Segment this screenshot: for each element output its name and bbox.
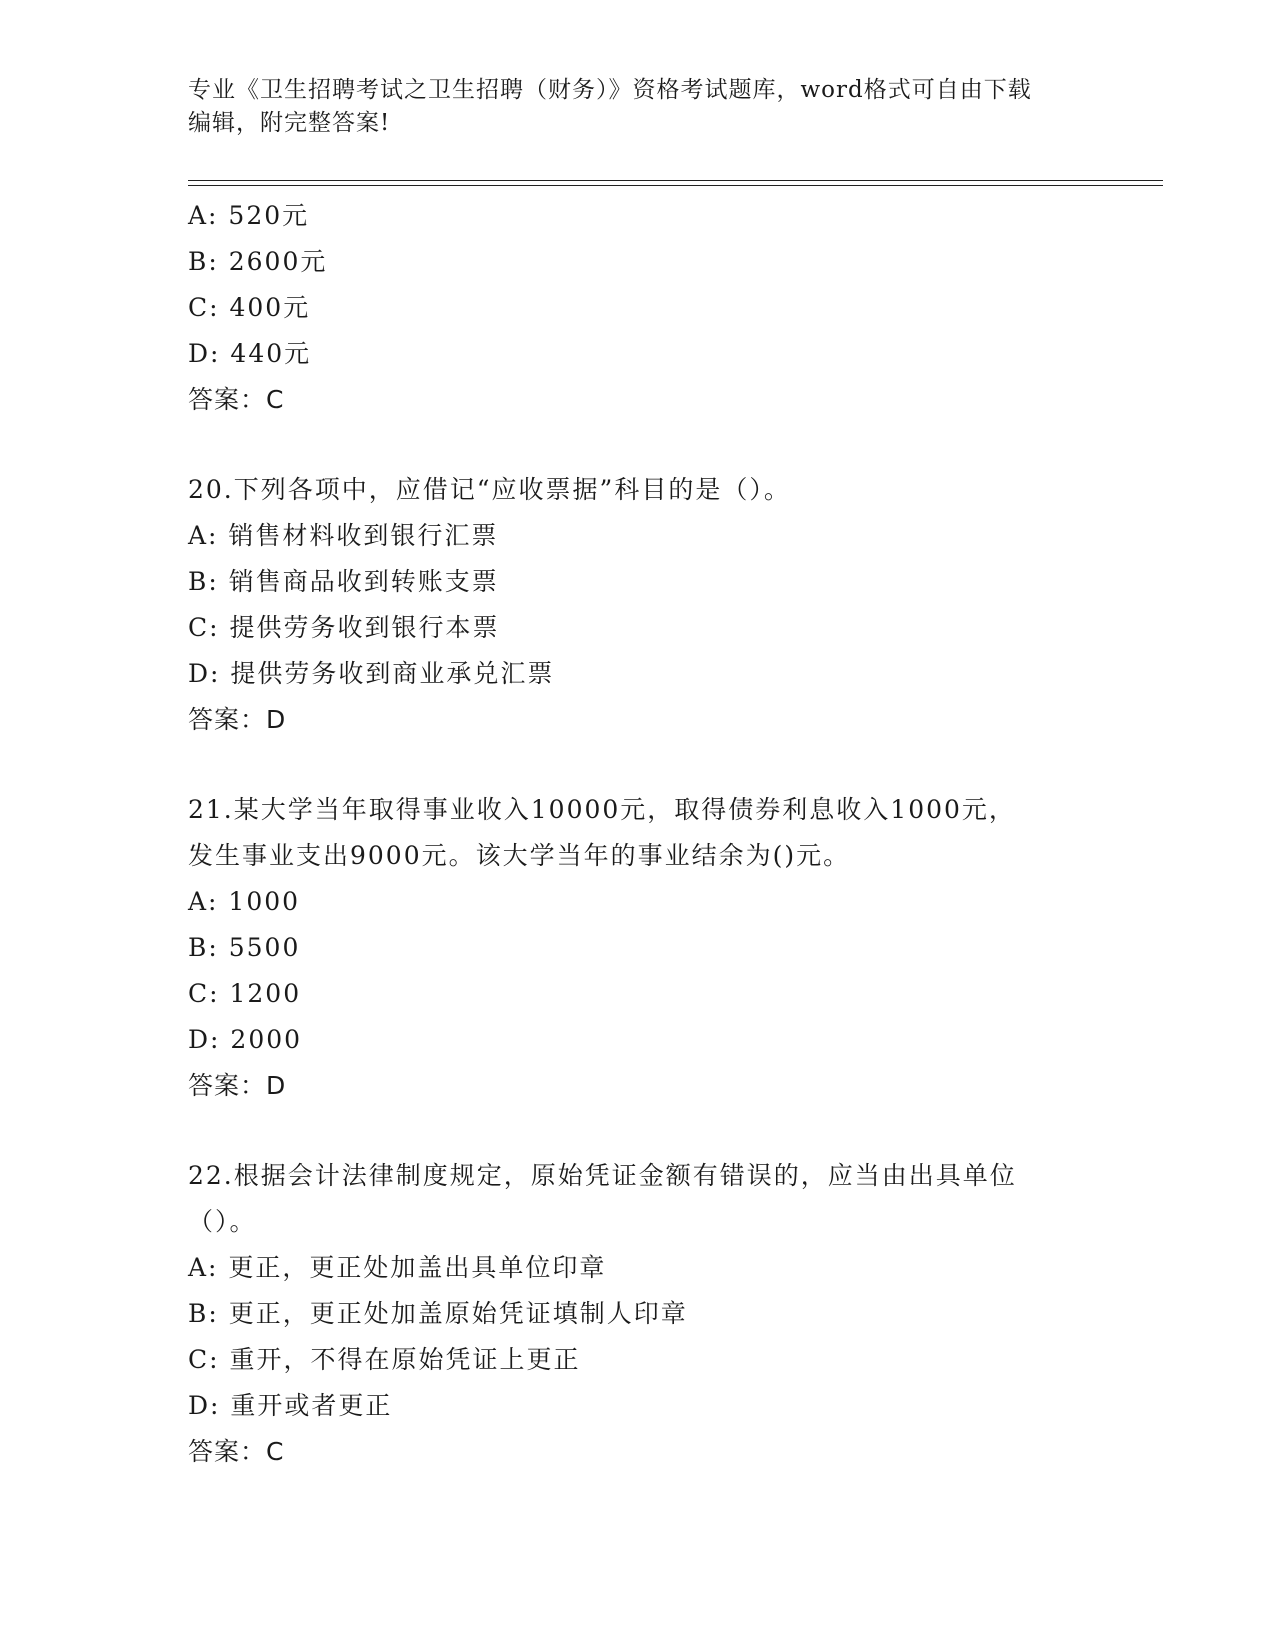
question-19-tail bbox=[188, 193, 1148, 423]
question-list bbox=[188, 193, 1148, 1475]
header-divider-bottom bbox=[188, 185, 1163, 186]
option-b: B: 更正，更正处加盖原始凭证填制人印章 bbox=[188, 1299, 688, 1328]
question-text-line-1: 21.某大学当年取得事业收入10000元，取得债券利息收入1000元， bbox=[188, 795, 1016, 824]
header-line-1: 专业《卫生招聘考试之卫生招聘（财务）》资格考试题库，word格式可自由下载 bbox=[188, 77, 1032, 103]
option-a: A: 520元 bbox=[188, 201, 310, 230]
option-d: D: 重开或者更正 bbox=[188, 1391, 393, 1420]
option-a: A: 1000 bbox=[188, 887, 301, 916]
option-c: C: 400元 bbox=[188, 293, 311, 322]
header-divider-top bbox=[188, 180, 1163, 181]
option-a: A: 销售材料收到银行汇票 bbox=[188, 521, 499, 550]
answer-line: 答案：D bbox=[188, 1071, 287, 1100]
option-d: D: 2000 bbox=[188, 1025, 303, 1054]
question-20 bbox=[188, 467, 1148, 743]
option-b: B: 2600元 bbox=[188, 247, 328, 276]
answer-line: 答案：C bbox=[188, 1437, 285, 1466]
option-a: A: 更正，更正处加盖出具单位印章 bbox=[188, 1253, 607, 1282]
option-c: C: 1200 bbox=[188, 979, 302, 1008]
answer-line: 答案：C bbox=[188, 385, 285, 414]
question-22 bbox=[188, 1153, 1148, 1475]
option-c: C: 提供劳务收到银行本票 bbox=[188, 613, 500, 642]
question-text-line-1: 22.根据会计法律制度规定，原始凭证金额有错误的，应当由出具单位 bbox=[188, 1161, 1017, 1190]
question-text-line-2: （）。 bbox=[188, 1207, 257, 1236]
option-b: B: 销售商品收到转账支票 bbox=[188, 567, 499, 596]
question-text: 20.下列各项中，应借记“应收票据”科目的是（）。 bbox=[188, 475, 791, 504]
answer-line: 答案：D bbox=[188, 705, 287, 734]
option-d: D: 提供劳务收到商业承兑汇票 bbox=[188, 659, 555, 688]
option-c: C: 重开，不得在原始凭证上更正 bbox=[188, 1345, 581, 1374]
question-text-line-2: 发生事业支出9000元。该大学当年的事业结余为()元。 bbox=[188, 841, 851, 870]
option-b: B: 5500 bbox=[188, 933, 301, 962]
document-header bbox=[188, 74, 1088, 140]
question-21 bbox=[188, 787, 1148, 1109]
option-d: D: 440元 bbox=[188, 339, 312, 368]
header-line-2: 编辑，附完整答案! bbox=[188, 110, 391, 136]
